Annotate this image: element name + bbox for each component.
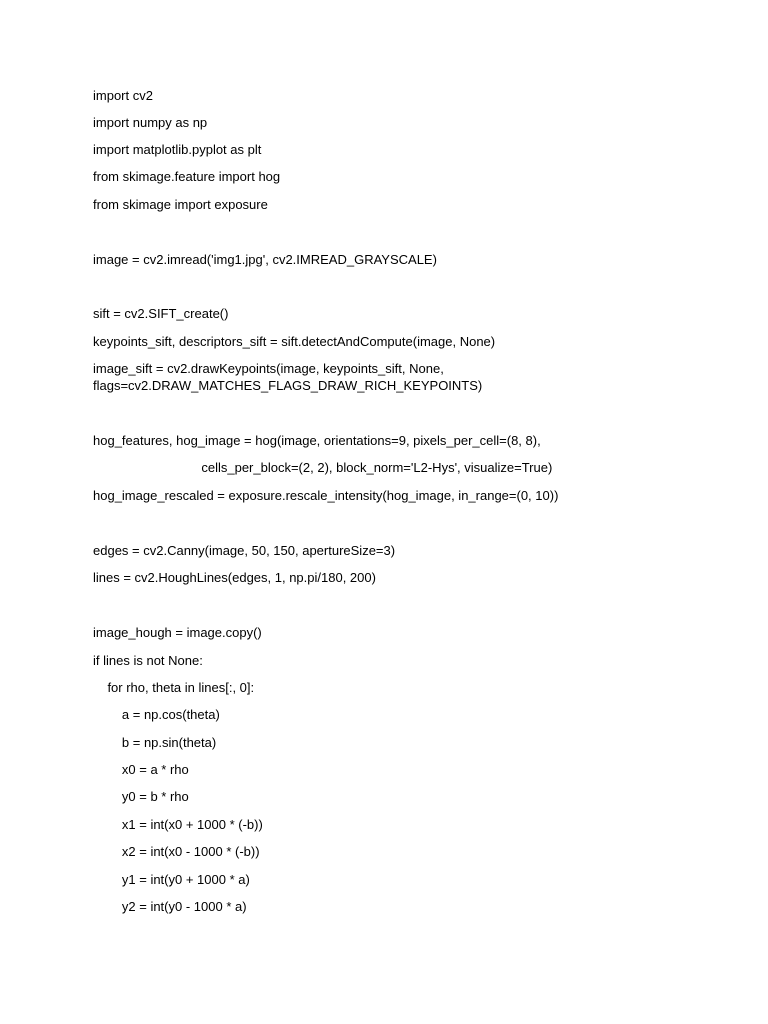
- code-line: hog_features, hog_image = hog(image, orientations=9, pixels_per_cell=(8, 8),: [93, 433, 541, 448]
- code-line: hog_image_rescaled = exposure.rescale_intensity(hog_image, in_range=(0, 10)): [93, 488, 559, 503]
- code-line: import cv2: [93, 88, 153, 103]
- code-line: from skimage.feature import hog: [93, 169, 281, 184]
- code-line: for rho, theta in lines[:, 0]:: [93, 680, 255, 695]
- code-line: edges = cv2.Canny(image, 50, 150, apertureSize=3): [93, 543, 396, 558]
- code-line: x2 = int(x0 - 1000 * (-b)): [93, 844, 260, 859]
- code-line: y0 = b * rho: [93, 789, 189, 804]
- code-line: import matplotlib.pyplot as plt: [93, 142, 262, 157]
- code-line: y2 = int(y0 - 1000 * a): [93, 899, 247, 914]
- code-line: x0 = a * rho: [93, 762, 189, 777]
- code-line: x1 = int(x0 + 1000 * (-b)): [93, 817, 263, 832]
- code-line: image = cv2.imread('img1.jpg', cv2.IMREAD_GRAYSCALE): [93, 252, 437, 267]
- code-line: if lines is not None:: [93, 653, 203, 668]
- code-line: from skimage import exposure: [93, 197, 268, 212]
- code-line: image_hough = image.copy(): [93, 625, 262, 640]
- code-line: import numpy as np: [93, 115, 208, 130]
- code-line: keypoints_sift, descriptors_sift = sift.detectAndCompute(image, None): [93, 334, 496, 349]
- code-line: sift = cv2.SIFT_create(): [93, 306, 229, 321]
- code-line: b = np.sin(theta): [93, 735, 217, 750]
- code-line: a = np.cos(theta): [93, 707, 220, 722]
- code-line: lines = cv2.HoughLines(edges, 1, np.pi/180, 200): [93, 570, 376, 585]
- code-line: cells_per_block=(2, 2), block_norm='L2-Hys', visualize=True): [93, 460, 553, 475]
- code-line: image_sift = cv2.drawKeypoints(image, keypoints_sift, None,: [93, 361, 444, 376]
- code-line: y1 = int(y0 + 1000 * a): [93, 872, 250, 887]
- code-line: flags=cv2.DRAW_MATCHES_FLAGS_DRAW_RICH_KEYPOINTS): [93, 378, 483, 393]
